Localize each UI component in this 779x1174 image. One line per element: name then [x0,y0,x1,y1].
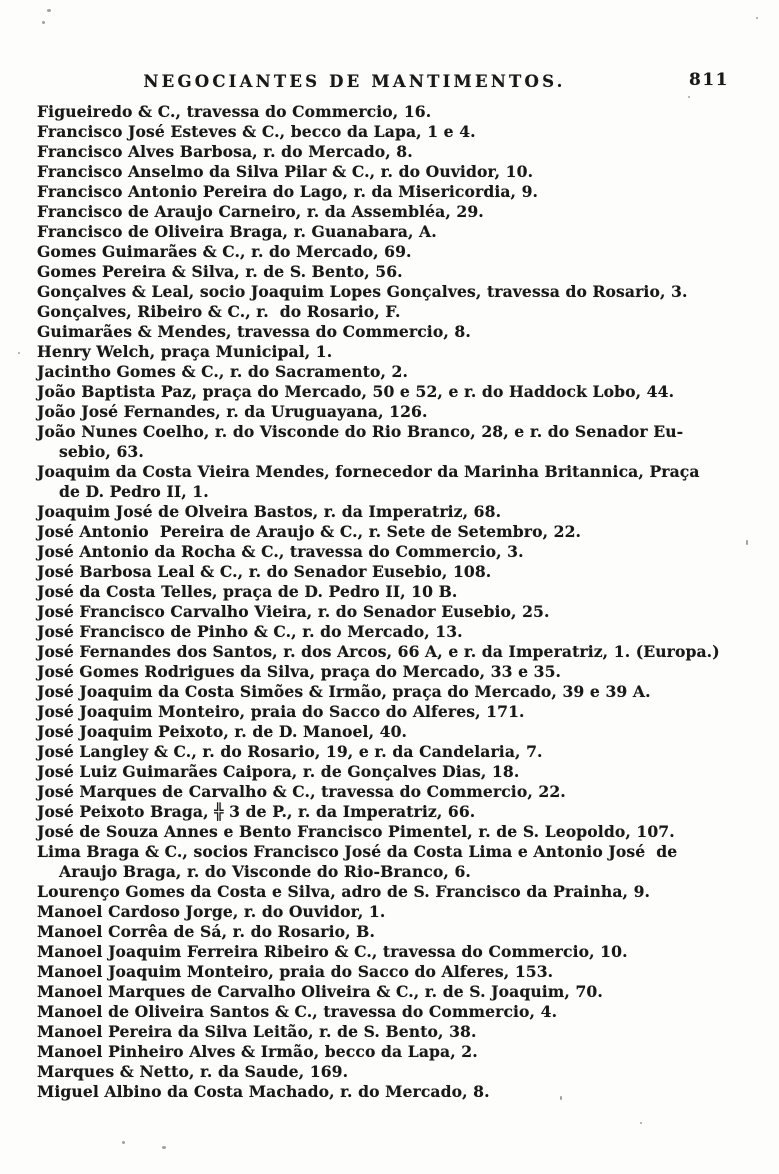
entry-line: José Gomes Rodrigues da Silva, praça do Mercado, 33 e 35. [37,662,562,681]
entry-line: Jacintho Gomes & C., r. do Sacramento, 2. [37,362,409,381]
directory-entry [37,222,749,242]
scan-speck [47,9,51,12]
entry-line: João José Fernandes, r. da Uruguayana, 126. [37,402,428,421]
entry-line: José Joaquim da Costa Simões & Irmão, praça do Mercado, 39 e 39 A. [37,682,651,701]
entry-line: José Barbosa Leal & C., r. do Senador Eusebio, 108. [37,562,492,581]
entry-line-continuation: sebio, 63. [59,442,144,461]
scan-speck [18,352,20,354]
entry-line: José Fernandes dos Santos, r. dos Arcos, 66 A, e r. da Imperatriz, 1. (Europa.) [37,642,720,661]
directory-entry [37,942,749,962]
entry-line: Miguel Albino da Costa Machado, r. do Mercado, 8. [37,1082,490,1101]
entry-line: Manoel Corrêa de Sá, r. do Rosario, B. [37,922,375,941]
entry-line: Manoel de Oliveira Santos & C., travessa do Commercio, 4. [37,1002,558,1021]
scan-speck [162,1146,166,1149]
entry-line: Francisco Anselmo da Silva Pilar & C., r. do Ouvidor, 10. [37,162,534,181]
directory-entry [37,182,749,202]
directory-entry [37,882,749,902]
directory-entry [37,582,749,602]
entry-line: Manoel Joaquim Ferreira Ribeiro & C., travessa do Commercio, 10. [37,942,628,961]
scan-speck [756,17,758,19]
entry-line: José Luiz Guimarães Caipora, r. de Gonçalves Dias, 18. [37,762,520,781]
entry-line: José Peixoto Braga, ╬ 3 de P., r. da Imperatriz, 66. [37,802,476,821]
directory-entry [37,362,749,382]
directory-entry [37,542,749,562]
directory-entry [37,662,749,682]
entry-line-continuation: Araujo Braga, r. do Visconde do Rio-Branco, 6. [59,862,471,881]
directory-entry [37,262,749,282]
directory-entry [37,282,749,302]
entry-line: Gomes Guimarães & C., r. do Mercado, 69. [37,242,412,261]
scan-speck [688,96,690,98]
directory-entry [37,802,749,822]
directory-entry [37,622,749,642]
entry-line: José Francisco Carvalho Vieira, r. do Senador Eusebio, 25. [37,602,550,621]
entry-line: Lima Braga & C., socios Francisco José da Costa Lima e Antonio José de [37,842,678,861]
entry-line: José Marques de Carvalho & C., travessa do Commercio, 22. [37,782,566,801]
entry-line: Manoel Pinheiro Alves & Irmão, becco da Lapa, 2. [37,1042,478,1061]
directory-entry [37,1022,749,1042]
directory-entry [37,462,749,502]
directory-entry [37,602,749,622]
entry-line: João Nunes Coelho, r. do Visconde do Rio Branco, 28, e r. do Senador Eu- [37,422,684,441]
entry-line: Lourenço Gomes da Costa e Silva, adro de S. Francisco da Prainha, 9. [37,882,651,901]
scan-speck [42,21,45,24]
directory-entry [37,1062,749,1082]
directory-entry [37,342,749,362]
entry-line: José Joaquim Peixoto, r. de D. Manoel, 40. [37,722,408,741]
directory-entry [37,642,749,662]
entry-line: Francisco Alves Barbosa, r. do Mercado, 8. [37,142,413,161]
directory-entry [37,762,749,782]
directory-entry [37,902,749,922]
entry-line: Guimarães & Mendes, travessa do Commercio, 8. [37,322,471,341]
entry-line: Manoel Pereira da Silva Leitão, r. de S. Bento, 38. [37,1022,477,1041]
directory-entry [37,402,749,422]
entry-line: Francisco de Oliveira Braga, r. Guanabara, A. [37,222,437,241]
scan-speck [640,1122,642,1124]
entry-line: Gonçalves & Leal, socio Joaquim Lopes Gonçalves, travessa do Rosario, 3. [37,282,688,301]
entry-line: Manoel Joaquim Monteiro, praia do Sacco do Alferes, 153. [37,962,554,981]
page-header-title: NEGOCIANTES DE MANTIMENTOS. [143,72,566,91]
directory-entry [37,162,749,182]
entry-line: Manoel Cardoso Jorge, r. do Ouvidor, 1. [37,902,386,921]
directory-entry [37,722,749,742]
directory-entry-list [37,102,749,1102]
entry-line: Gomes Pereira & Silva, r. de S. Bento, 56. [37,262,403,281]
directory-entry [37,242,749,262]
directory-entry [37,1082,749,1102]
entry-line: José Antonio da Rocha & C., travessa do Commercio, 3. [37,542,524,561]
directory-entry [37,1042,749,1062]
directory-entry [37,502,749,522]
directory-entry [37,202,749,222]
entry-line: João Baptista Paz, praça do Mercado, 50 e 52, e r. do Haddock Lobo, 44. [37,382,675,401]
entry-line: José Francisco de Pinho & C., r. do Mercado, 13. [37,622,463,641]
entry-line: Francisco de Araujo Carneiro, r. da Assembléa, 29. [37,202,484,221]
scan-speck [560,1096,562,1100]
directory-entry [37,522,749,542]
directory-entry [37,682,749,702]
directory-entry [37,102,749,122]
directory-entry [37,962,749,982]
directory-entry [37,142,749,162]
entry-line: Joaquim José de Olveira Bastos, r. da Imperatriz, 68. [37,502,502,521]
entry-line: José de Souza Annes e Bento Francisco Pimentel, r. de S. Leopoldo, 107. [37,822,675,841]
entry-line: José Joaquim Monteiro, praia do Sacco do Alferes, 171. [37,702,525,721]
entry-line: José Antonio Pereira de Araujo & C., r. Sete de Setembro, 22. [37,522,582,541]
entry-line: Francisco José Esteves & C., becco da Lapa, 1 e 4. [37,122,476,141]
directory-entry [37,562,749,582]
scan-speck [122,1141,125,1144]
entry-line-continuation: de D. Pedro II, 1. [59,482,209,501]
directory-entry [37,842,749,882]
entry-line: José Langley & C., r. do Rosario, 19, e r. da Candelaria, 7. [37,742,543,761]
directory-entry [37,322,749,342]
entry-line: Francisco Antonio Pereira do Lago, r. da Misericordia, 9. [37,182,539,201]
directory-entry [37,822,749,842]
directory-entry [37,122,749,142]
page-number: 811 [689,70,729,90]
scan-speck [746,540,748,545]
directory-entry [37,922,749,942]
entry-line: Figueiredo & C., travessa do Commercio, 16. [37,102,432,121]
entry-line: Henry Welch, praça Municipal, 1. [37,342,333,361]
entry-line: José da Costa Telles, praça de D. Pedro II, 10 B. [37,582,458,601]
directory-entry [37,302,749,322]
entry-line: Gonçalves, Ribeiro & C., r. do Rosario, F. [37,302,401,321]
directory-entry [37,1002,749,1022]
directory-entry [37,782,749,802]
directory-entry [37,982,749,1002]
directory-entry [37,742,749,762]
directory-entry [37,702,749,722]
entry-line: Marques & Netto, r. da Saude, 169. [37,1062,349,1081]
entry-line: Manoel Marques de Carvalho Oliveira & C., r. de S. Joaquim, 70. [37,982,603,1001]
entry-line: Joaquim da Costa Vieira Mendes, fornecedor da Marinha Britannica, Praça [37,462,700,481]
directory-entry [37,422,749,462]
directory-entry [37,382,749,402]
